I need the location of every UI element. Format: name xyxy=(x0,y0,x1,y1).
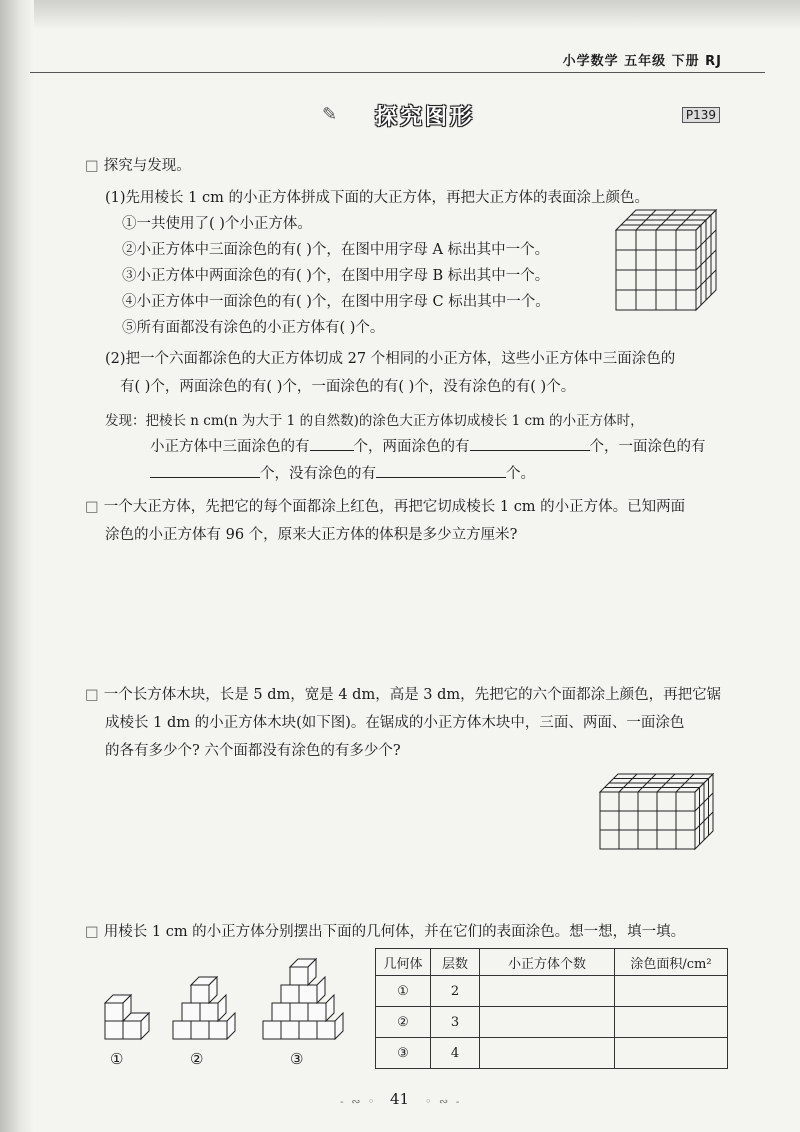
header-cube-count: 小正方体个数 xyxy=(480,949,615,976)
cube-4x4-figure xyxy=(612,208,722,312)
row-shape: ② xyxy=(376,1007,431,1038)
q3-line1 xyxy=(85,683,721,704)
row-shape: ① xyxy=(376,976,431,1007)
discovery-one-face-blank[interactable] xyxy=(150,463,260,478)
figure-3-label: ③ xyxy=(290,1050,304,1068)
q1-sub2: ②小正方体中三面涂色的有( )个，在图中用字母 A 标出其中一个。 xyxy=(122,242,550,258)
figure-2-label: ② xyxy=(190,1050,204,1068)
q3-line1-text: 一个长方体木块，长是 5 dm，宽是 4 dm，高是 3 dm，先把它的六个面都涂上颜色，再把它锯 xyxy=(103,687,722,703)
row-shape: ③ xyxy=(376,1038,431,1069)
row-layers: 3 xyxy=(431,1007,480,1038)
discovery-two-face-label: 个，两面涂色的有 xyxy=(353,439,470,455)
q1-sub3: ③小正方体中两面涂色的有( )个，在图中用字母 B 标出其中一个。 xyxy=(122,268,550,284)
q1-discovery-line3 xyxy=(150,462,535,483)
page-edge-top xyxy=(0,0,800,30)
discovery-one-face-label: 个，一面涂色的有 xyxy=(589,439,706,455)
table-row xyxy=(376,1007,728,1038)
discovery-three-face-blank[interactable] xyxy=(310,436,354,451)
q1-part2-line1: (2)把一个六面都涂色的大正方体切成 27 个相同的小正方体，这些小正方体中三面涂色的 xyxy=(105,351,676,367)
figure-1-cubes xyxy=(105,995,149,1039)
row-painted-area-cell[interactable] xyxy=(615,976,728,1007)
header-layers: 层数 xyxy=(431,949,480,976)
page-edge-left xyxy=(0,0,34,1132)
q1-stem xyxy=(85,154,191,175)
q3-line2: 成棱长 1 dm 的小正方体木块(如下图)。在锯成的小正方体木块中，三面、两面、一面涂色 xyxy=(105,715,685,731)
header-rule xyxy=(30,72,765,73)
figure-3-cubes xyxy=(263,959,343,1039)
q4-stem-text: 用棱长 1 cm 的小正方体分别摆出下面的几何体，并在它们的表面涂色。想一想，填一填。 xyxy=(103,924,686,940)
q2-line1 xyxy=(85,495,685,516)
q2-line2: 涂色的小正方体有 96 个，原来大正方体的体积是多少立方厘米? xyxy=(105,527,518,543)
table-row xyxy=(376,1038,728,1069)
row-layers: 2 xyxy=(431,976,480,1007)
row-layers: 4 xyxy=(431,1038,480,1069)
discovery-no-face-blank[interactable] xyxy=(376,463,506,478)
q4-number-mark: □ xyxy=(85,923,104,940)
q3-number-mark: □ xyxy=(85,686,104,703)
q1-sub4: ④小正方体中一面涂色的有( )个，在图中用字母 C 标出其中一个。 xyxy=(122,294,550,310)
header-painted-area: 涂色面积/cm² xyxy=(615,949,728,976)
page-reference: P139 xyxy=(682,107,720,123)
row-painted-area-cell[interactable] xyxy=(615,1007,728,1038)
book-info: 小学数学 五年级 下册 RJ xyxy=(562,54,722,69)
row-cube-count-cell[interactable] xyxy=(480,1038,615,1069)
row-cube-count-cell[interactable] xyxy=(480,1007,615,1038)
q2-number-mark: □ xyxy=(85,498,104,515)
discovery-three-face-label: 小正方体中三面涂色的有 xyxy=(150,439,310,455)
figure-2-cubes xyxy=(173,977,235,1039)
q4-fill-table xyxy=(375,948,728,1069)
discovery-two-face-blank[interactable] xyxy=(470,436,590,451)
header-shape: 几何体 xyxy=(376,949,431,976)
q1-discovery-line2 xyxy=(150,435,706,456)
q1-sub5: ⑤所有面都没有涂色的小正方体有( )个。 xyxy=(122,320,385,336)
row-painted-area-cell[interactable] xyxy=(615,1038,728,1069)
q1-sub1: ①一共使用了( )个小正方体。 xyxy=(122,216,312,232)
q1-number-mark: □ xyxy=(85,157,104,174)
title-decoration: ✎ xyxy=(322,104,338,125)
figure-1-label: ① xyxy=(110,1050,124,1068)
q1-discovery-line1: 发现：把棱长 n cm(n 为大于 1 的自然数)的涂色大正方体切成棱长 1 cm 的小正方体时， xyxy=(105,413,644,429)
section-title: 探究图形 xyxy=(375,105,476,130)
q2-line1-text: 一个大正方体，先把它的每个面都涂上红色，再把它切成棱长 1 cm 的小正方体。已知两面 xyxy=(103,499,686,515)
discovery-no-face-label: 个，没有涂色的有 xyxy=(260,466,376,482)
table-row xyxy=(376,976,728,1007)
footer-decoration-right: ◦ ∾ - xyxy=(425,1095,462,1108)
q1-stem-text: 探究与发现。 xyxy=(103,158,191,174)
q1-part2-line2: 有( )个，两面涂色的有( )个，一面涂色的有( )个，没有涂色的有( )个。 xyxy=(120,379,576,395)
discovery-end: 个。 xyxy=(506,466,535,482)
page-number: 41 xyxy=(390,1090,410,1108)
row-cube-count-cell[interactable] xyxy=(480,976,615,1007)
footer-decoration-left: - ∾ ◦ xyxy=(340,1095,377,1108)
q4-stem xyxy=(85,920,685,941)
q1-part1: (1)先用棱长 1 cm 的小正方体拼成下面的大正方体，再把大正方体的表面涂上颜色。 xyxy=(105,190,649,206)
stacked-cubes-figures xyxy=(95,943,365,1053)
table-header-row xyxy=(376,949,728,976)
q3-line3: 的各有多少个? 六个面都没有涂色的有多少个? xyxy=(105,743,401,759)
cuboid-5x4x3-figure xyxy=(596,770,722,854)
